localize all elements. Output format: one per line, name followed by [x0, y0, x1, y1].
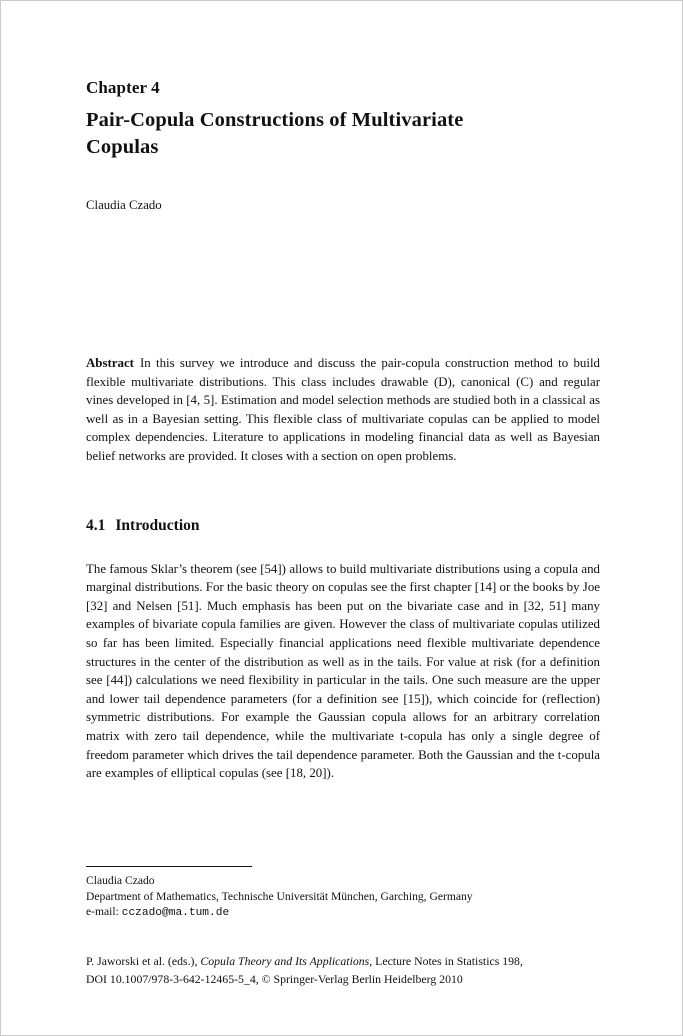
abstract-label: Abstract	[86, 356, 134, 371]
footnote-author: Claudia Czado	[86, 874, 155, 887]
author-name: Claudia Czado	[86, 198, 162, 213]
abstract-paragraph	[86, 354, 604, 466]
footer-series: , Lecture Notes in Statistics 198,	[369, 954, 523, 968]
page-content	[86, 0, 604, 796]
footer-book-title: Copula Theory and Its Applications	[200, 954, 370, 968]
section-title: Introduction	[115, 516, 200, 534]
footnote-block	[86, 866, 600, 922]
footnote-rule	[86, 866, 252, 867]
footnote-email-label: e-mail:	[86, 905, 122, 919]
footer-doi-line: DOI 10.1007/978-3-642-12465-5_4, © Springer-Verlag Berlin Heidelberg 2010	[86, 971, 463, 986]
footnote-email-address: cczado@ma.tum.de	[121, 907, 230, 920]
footer-citation-line	[86, 953, 600, 971]
section-number: 4.1	[86, 516, 106, 534]
introduction-paragraph: The famous Sklar’s theorem (see [54]) allows to build multivariate distributions using a copula and marginal distributions. For the basic theory on copulas see the first chapter [14] or the books by Joe [32] and Nelsen [51]. Much emphasis has been put on the bivariate case and in [32, 51] many examples of bivariate copula families are given. However the class of multivariate copulas utilized so far has been limited. Especially financial applications need flexible multivariate dependence structures in the center of the distribution as well as in the tails. For value at risk (for a definition see [44]) calculations we need flexibility in particular in the tails. One such measure are the upper and lower tail dependence parameters (for a definition see [15]), which coincide for (reflection) symmetric distributions. For example the Gaussian copula allows for an arbitrary correlation matrix with zero tail dependence, while the multivariate t-copula has only a single degree of freedom parameter which drives the tail dependence parameter. Both the Gaussian and the t-copula are examples of elliptical copulas (see [18, 20]).	[86, 561, 600, 781]
publisher-footer	[86, 953, 600, 988]
abstract-text: In this survey we introduce and discuss the pair-copula construction method to build flexible multivariate distributions. This class includes drawable (D), canonical (C) and regular vines developed in [4, 5]. Estimation and model selection methods are studied both in a classical as well as in a Bayesian setting. This flexible class of multivariate copulas can be applied to model complex dependencies. Literature to applications in modeling financial data as well as Bayesian belief networks are provided. It closes with a section on open problems.	[86, 356, 604, 464]
footnote-affiliation: Department of Mathematics, Technische Universität München, Garching, Germany	[86, 889, 473, 903]
chapter-label: Chapter 4	[86, 78, 160, 97]
chapter-title	[86, 107, 600, 161]
chapter-title-line-1: Pair-Copula Constructions of Multivariate	[86, 109, 464, 131]
section-heading	[86, 517, 600, 535]
footnote-email-line	[86, 904, 600, 922]
footer-editors: P. Jaworski et al. (eds.),	[86, 954, 201, 968]
chapter-title-line-2: Copulas	[86, 136, 159, 159]
